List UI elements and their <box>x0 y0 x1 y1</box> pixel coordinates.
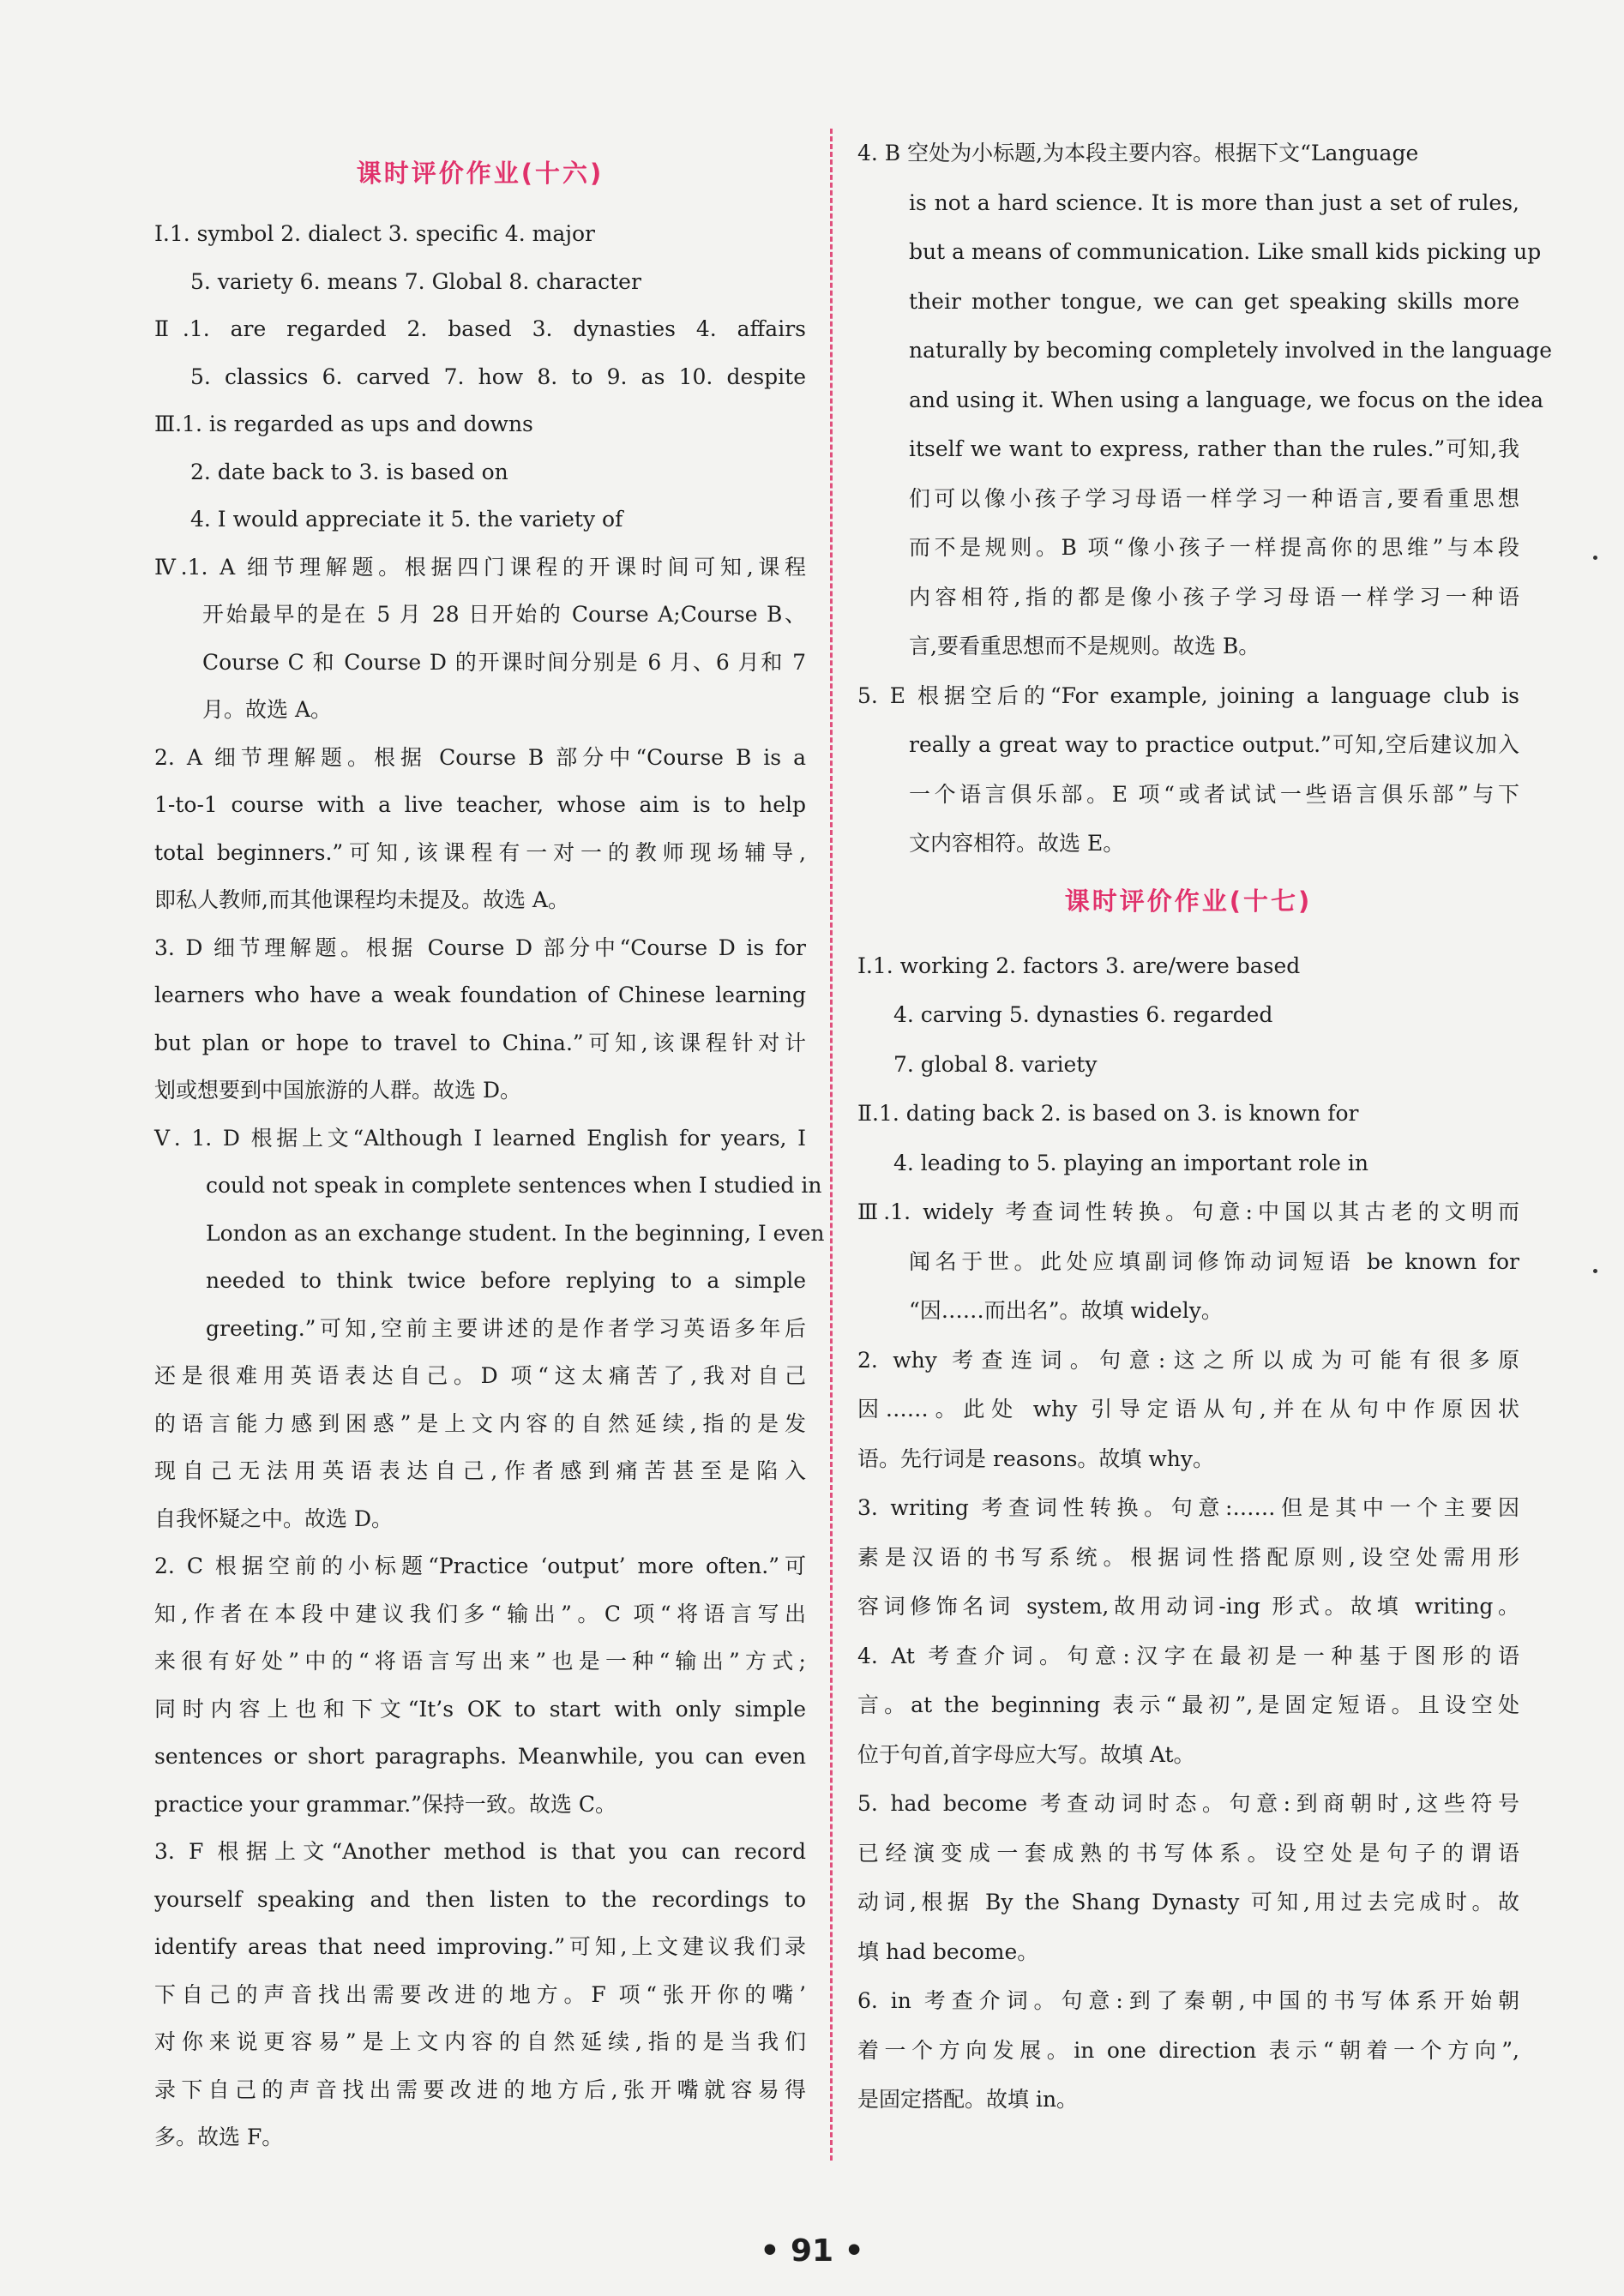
answer-line: 划或想要到中国旅游的人群。故选 D。 <box>154 1078 521 1103</box>
answer-line: 下自己的声音找出需要改进的地方。F 项“张开你的嘴’ <box>154 1981 806 2007</box>
answer-line: Ⅰ.1. symbol 2. dialect 3. specific 4. major <box>154 221 595 246</box>
answer-line: could not speak in complete sentences when I studied in <box>206 1173 822 1198</box>
answer-line: 对你来说更容易”是上文内容的自然延续,指的是当我们 <box>154 2029 806 2054</box>
answer-line: 着一个方向发展。in one direction 表示“朝着一个方向”, <box>857 2037 1519 2063</box>
answer-line: practice your grammar.”保持一致。故选 C。 <box>154 1791 617 1817</box>
answer-line: 言。at the beginning 表示“最初”,是固定短语。且设空处 <box>857 1692 1519 1717</box>
answer-line: 们可以像小孩子学习母语一样学习一种语言,要看重思想 <box>909 485 1519 511</box>
answer-line: 2. C 根据空前的小标题“Practice ‘output’ more often.”可 <box>154 1554 806 1578</box>
answer-line: 开始最早的是在 5 月 28 日开始的 Course A;Course B、 <box>202 602 806 627</box>
answer-line: 4. carving 5. dynasties 6. regarded <box>893 1002 1273 1027</box>
answer-line: 4. leading to 5. playing an important role in <box>893 1150 1369 1175</box>
answer-line: 动词,根据 By the Shang Dynasty 可知,用过去完成时。故 <box>857 1890 1519 1914</box>
answer-line: 多。故选 F。 <box>154 2125 284 2149</box>
answer-line: 3. writing 考查词性转换。句意:……但是其中一个主要因 <box>857 1495 1519 1520</box>
answer-line: 录下自己的声音找出需要改进的地方后,张开嘴就容易得 <box>154 2077 806 2102</box>
answer-line: 5. had become 考查动词时态。句意:到商朝时,这些符号 <box>857 1791 1519 1816</box>
left-answer-lines <box>154 210 825 2161</box>
answer-line: 已经演变成一套成熟的书写体系。设空处是句子的谓语 <box>857 1840 1519 1866</box>
answer-line: 自我怀疑之中。故选 D。 <box>154 1506 393 1531</box>
answer-line: Ⅴ. 1. D 根据上文“Although I learned English for years, I <box>154 1125 806 1151</box>
left-column <box>154 129 825 2161</box>
answer-line: Ⅱ.1. dating back 2. is based on 3. is known for <box>857 1101 1359 1126</box>
answer-line: 而不是规则。B 项“像小孩子一样提高你的思维”与本段 <box>909 535 1519 560</box>
answer-line: 知,作者在本段中建议我们多“输出”。C 项“将语言写出 <box>154 1601 806 1626</box>
answer-line: 的语言能力感到困惑”是上文内容的自然延续,指的是发 <box>154 1410 806 1436</box>
answer-line: 3. D 细节理解题。根据 Course D 部分中“Course D is for <box>154 935 806 960</box>
margin-dot <box>1593 1269 1597 1273</box>
answer-line: really a great way to practice output.”可知,空后建议加入 <box>909 732 1519 757</box>
answer-line: is not a hard science. It is more than just a set of rules, <box>909 189 1519 215</box>
answer-line: 4. At 考查介词。句意:汉字在最初是一种基于图形的语 <box>857 1643 1519 1668</box>
answer-line: 5. variety 6. means 7. Global 8. character <box>190 268 641 294</box>
answer-line: sentences or short paragraphs. Meanwhile, you can even <box>154 1744 806 1769</box>
answer-line: Ⅱ.1. are regarded 2. based 3. dynasties 4. affairs <box>154 316 806 341</box>
page-number: • 91 • <box>760 2233 864 2269</box>
answer-line: 填 had become。 <box>857 1938 1039 1964</box>
answer-line: 内容相符,指的都是像小孩子学习母语一样学习一种语 <box>909 584 1519 610</box>
answer-line: “因……而出名”。故填 widely。 <box>909 1298 1223 1323</box>
answer-line: London as an exchange student. In the beginning, I even <box>206 1220 825 1246</box>
answer-line: 是固定搭配。故填 in。 <box>857 2087 1079 2112</box>
column-divider <box>830 129 833 2161</box>
answer-line: needed to think twice before replying to a simple <box>206 1268 806 1293</box>
answer-line: 文内容相符。故选 E。 <box>909 831 1125 856</box>
answer-line: 语。先行词是 reasons。故填 why。 <box>857 1446 1214 1471</box>
answer-line: 一个语言俱乐部。E 项“或者试试一些语言俱乐部”与下 <box>909 781 1519 807</box>
answer-line: their mother tongue, we can get speaking skills more <box>909 288 1519 314</box>
section-title-17: 课时评价作业(十七) <box>1064 886 1313 916</box>
answer-line: and using it. When using a language, we focus on the idea <box>909 387 1544 412</box>
answer-line: identify areas that need improving.”可知,上文建议我们录 <box>154 1934 806 1959</box>
answer-line: Course C 和 Course D 的开课时间分别是 6 月、6 月和 7 <box>202 649 806 675</box>
answer-line: 7. global 8. variety <box>893 1051 1098 1077</box>
right-answer-lines-bottom <box>857 941 1519 2125</box>
answer-line: Ⅳ.1. A 细节理解题。根据四门课程的开课时间可知,课程 <box>154 554 806 580</box>
answer-line: 3. F 根据上文“Another method is that you can record <box>154 1839 806 1864</box>
answer-line: 还是很难用英语表达自己。D 项“这太痛苦了,我对自己 <box>154 1363 806 1388</box>
right-answer-lines-top <box>857 129 1553 869</box>
answer-line: greeting.”可知,空前主要讲述的是作者学习英语多年后 <box>206 1315 806 1341</box>
answer-line: 4. I would appreciate it 5. the variety of <box>190 507 623 532</box>
answer-line: 同时内容上也和下文“It’s OK to start with only simple <box>154 1696 806 1722</box>
answer-line: 6. in 考查介词。句意:到了秦朝,中国的书写体系开始朝 <box>857 1988 1519 2013</box>
answer-line: total beginners.”可知,该课程有一对一的教师现场辅导, <box>154 839 806 865</box>
answer-line: but plan or hope to travel to China.”可知,该课程针对计 <box>154 1030 806 1055</box>
answer-line: naturally by becoming completely involved in the language <box>909 338 1553 363</box>
answer-line: 4. B 空处为小标题,为本段主要内容。根据下文“Language <box>857 141 1419 165</box>
answer-line: Ⅰ.1. working 2. factors 3. are/were based <box>857 953 1301 978</box>
answer-line: Ⅲ.1. widely 考查词性转换。句意:中国以其古老的文明而 <box>857 1199 1519 1224</box>
answer-line: 因……。此处 why 引导定语从句,并在从句中作原因状 <box>857 1397 1519 1421</box>
answer-line: Ⅲ.1. is regarded as ups and downs <box>154 412 533 436</box>
answer-line: 1-to-1 course with a live teacher, whose aim is to help <box>154 792 806 817</box>
answer-line: learners who have a weak foundation of Chinese learning <box>154 983 806 1007</box>
answer-line: 5. E 根据空后的“For example, joining a language club is <box>857 682 1519 708</box>
answer-line: 5. classics 6. carved 7. how 8. to 9. as 10. despite <box>190 364 806 389</box>
answer-line: 2. why 考查连词。句意:这之所以成为可能有很多原 <box>857 1347 1519 1373</box>
answer-line: but a means of communication. Like small kids picking up <box>909 239 1542 264</box>
answer-line: 言,要看重思想而不是规则。故选 B。 <box>909 634 1260 658</box>
answer-line: 2. A 细节理解题。根据 Course B 部分中“Course B is a <box>154 744 806 770</box>
margin-dot <box>1593 556 1597 560</box>
answer-line: 素是汉语的书写系统。根据词性搭配原则,设空处需用形 <box>857 1544 1519 1570</box>
answer-line: 闻名于世。此处应填副词修饰动词短语 be known for <box>909 1248 1519 1274</box>
section-title-16: 课时评价作业(十六) <box>356 159 604 188</box>
answer-line: 即私人教师,而其他课程均未提及。故选 A。 <box>154 887 569 912</box>
right-column <box>857 129 1553 2125</box>
answer-line: yourself speaking and then listen to the recordings to <box>154 1886 806 1912</box>
answer-line: itself we want to express, rather than the rules.”可知,我 <box>909 436 1519 461</box>
answer-line: 月。故选 A。 <box>202 697 333 722</box>
answer-line: 现自己无法用英语表达自己,作者感到痛苦甚至是陷入 <box>154 1458 806 1483</box>
answer-line: 来很有好处”中的“将语言写出来”也是一种“输出”方式; <box>154 1649 806 1674</box>
answer-line: 2. date back to 3. is based on <box>190 459 508 484</box>
answer-line: 容词修饰名词 system,故用动词-ing 形式。故填 writing。 <box>857 1594 1519 1619</box>
answer-line: 位于句首,首字母应大写。故填 At。 <box>857 1741 1195 1767</box>
